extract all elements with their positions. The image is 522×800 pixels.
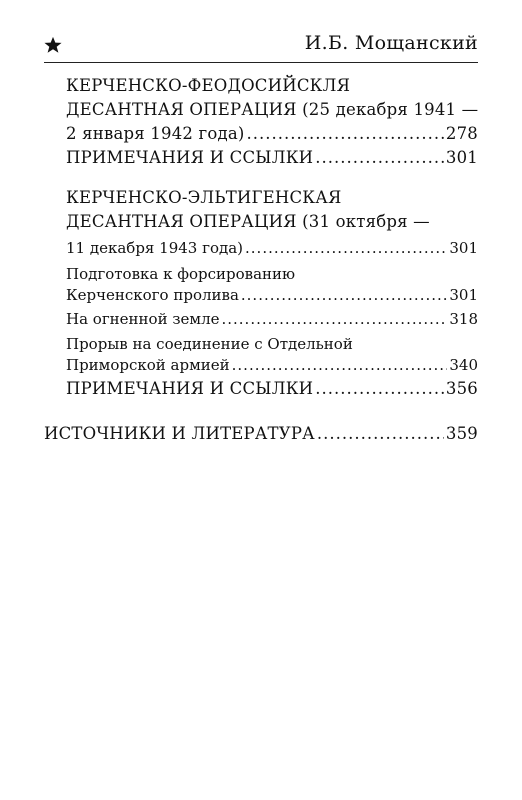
toc-s1-title-line1: КЕРЧЕНСКО-ФЕОДОСИЙСКЛЯ: [66, 76, 351, 95]
toc-s2-title-line1: КЕРЧЕНСКО-ЭЛЬТИГЕНСКАЯ: [66, 188, 342, 207]
toc-entry-s2-sub1: [66, 285, 478, 305]
page-number: 359: [445, 424, 478, 443]
leader-dots: [315, 148, 444, 168]
toc-entry-s2: [66, 238, 478, 258]
author-name: И.Б. Мощанский: [304, 32, 478, 54]
leader-dots: [247, 124, 444, 144]
leader-dots: [315, 379, 444, 399]
toc-s2-sub3-line1: Прорыв на соединение с Отдельной: [66, 335, 353, 353]
toc-s2-sub1-line1: Подготовка к форсированию: [66, 265, 296, 283]
running-header: [44, 30, 478, 66]
toc-entry-sources: [44, 424, 478, 444]
toc-entry-s1-notes: [66, 148, 478, 168]
leader-dots: [241, 285, 447, 305]
toc-entry-s1: [66, 124, 478, 144]
leader-dots: [317, 424, 444, 444]
leader-dots: [221, 309, 447, 329]
page-number: 278: [445, 124, 478, 143]
header-rule: [44, 62, 478, 63]
toc-entry-s2-sub3: [66, 355, 478, 375]
page-number: 318: [449, 310, 478, 328]
toc-s2-sub1-line2: Керченского пролива: [66, 286, 239, 304]
leader-dots: [245, 238, 447, 258]
page-number: 340: [449, 356, 478, 374]
toc-s2-title-line3: 11 декабря 1943 года): [66, 239, 244, 257]
toc-s2-sub3-line2: Приморской армией: [66, 356, 230, 374]
toc-entry-label: ИСТОЧНИКИ И ЛИТЕРАТУРА: [44, 424, 315, 443]
page-number: 301: [449, 286, 478, 304]
toc-s2-title-line2: ДЕСАНТНАЯ ОПЕРАЦИЯ (31 октября —: [66, 212, 430, 231]
toc-s1-title-line3: 2 января 1942 года): [66, 124, 245, 143]
toc-entry-s2-sub2: [66, 309, 478, 329]
star-icon: [44, 36, 62, 54]
toc-entry-label: ПРИМЕЧАНИЯ И ССЫЛКИ: [66, 148, 314, 167]
leader-dots: [232, 355, 448, 375]
page-number: 356: [445, 379, 478, 398]
page-number: 301: [449, 239, 478, 257]
toc-entry-s2-notes: [66, 379, 478, 399]
toc-entry-label: На огненной земле: [66, 310, 220, 328]
toc-s1-title-line2: ДЕСАНТНАЯ ОПЕРАЦИЯ (25 декабря 1941 —: [66, 100, 479, 119]
page-number: 301: [445, 148, 478, 167]
toc-entry-label: ПРИМЕЧАНИЯ И ССЫЛКИ: [66, 379, 314, 398]
